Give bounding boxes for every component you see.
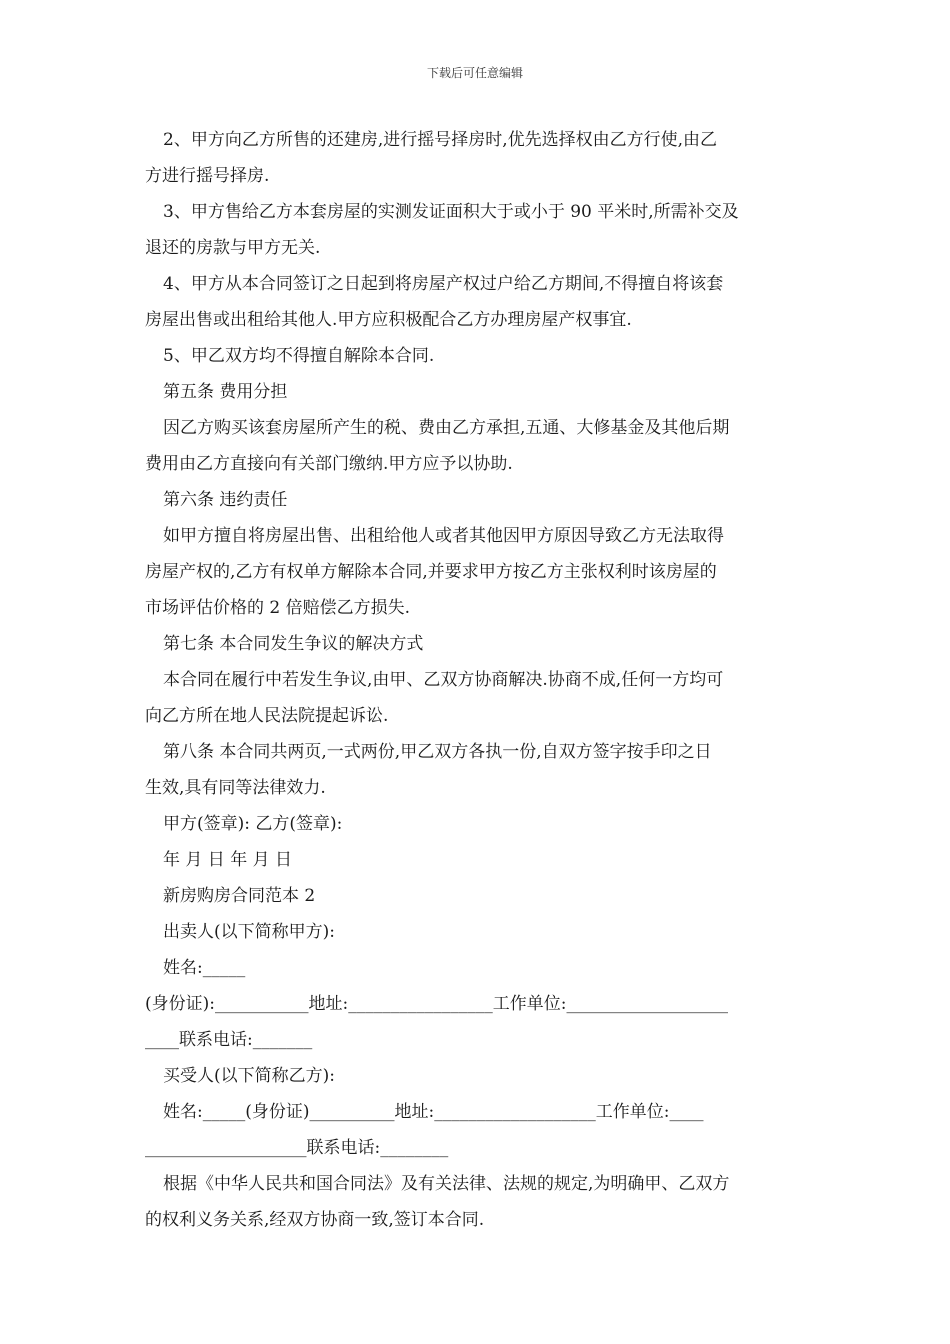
document-line: 房屋产权的,乙方有权单方解除本合同,并要求甲方按乙方主张权利时该房屋的 <box>145 562 717 582</box>
document-line: 5、甲乙双方均不得擅自解除本合同. <box>163 346 435 366</box>
page-header-note: 下载后可任意编辑 <box>426 66 523 80</box>
document-line: ___________________联系电话:________ <box>145 1138 449 1158</box>
document-line: 费用由乙方直接向有关部门缴纳.甲方应予以协助. <box>145 454 513 474</box>
document-line: 姓名:_____ <box>163 958 246 978</box>
document-line: 退还的房款与甲方无关. <box>145 238 321 258</box>
document-line: 第五条 费用分担 <box>163 382 288 402</box>
document-line: (身份证):___________地址:_________________工作单位:___________________ <box>145 994 728 1014</box>
document-line: 出卖人(以下简称甲方): <box>163 922 335 942</box>
document-line: 第六条 违约责任 <box>163 490 288 510</box>
document-line: 买受人(以下简称乙方): <box>163 1066 335 1086</box>
document-line: 向乙方所在地人民法院提起诉讼. <box>145 706 389 726</box>
document-line: 的权利义务关系,经双方协商一致,签订本合同. <box>145 1210 485 1230</box>
document-line: 第八条 本合同共两页,一式两份,甲乙双方各执一份,自双方签字按手印之日 <box>163 742 712 762</box>
document-line: 2、甲方向乙方所售的还建房,进行摇号择房时,优先选择权由乙方行使,由乙 <box>163 130 718 150</box>
document-line: 姓名:_____(身份证)__________地址:___________________工作单位:____ <box>163 1102 704 1122</box>
document-line: 生效,具有同等法律效力. <box>145 778 326 798</box>
document-line: 因乙方购买该套房屋所产生的税、费由乙方承担,五通、大修基金及其他后期 <box>163 418 730 438</box>
document-line: 年 月 日 年 月 日 <box>163 850 293 870</box>
document-line: 新房购房合同范本 2 <box>163 886 316 906</box>
document-line: 方进行摇号择房. <box>145 166 270 186</box>
document-line: 如甲方擅自将房屋出售、出租给他人或者其他因甲方原因导致乙方无法取得 <box>163 526 724 546</box>
document-body <box>145 122 810 1238</box>
document-line: 甲方(签章): 乙方(签章): <box>163 814 343 834</box>
document-line: 房屋出售或出租给其他人.甲方应积极配合乙方办理房屋产权事宜. <box>145 310 632 330</box>
document-line: 4、甲方从本合同签订之日起到将房屋产权过户给乙方期间,不得擅自将该套 <box>163 274 724 294</box>
document-line: 本合同在履行中若发生争议,由甲、乙双方协商解决.协商不成,任何一方均可 <box>163 670 724 690</box>
document-line: 第七条 本合同发生争议的解决方式 <box>163 634 424 654</box>
document-line: 根据《中华人民共和国合同法》及有关法律、法规的规定,为明确甲、乙双方 <box>163 1174 730 1194</box>
document-line: ____联系电话:_______ <box>145 1030 313 1050</box>
document-line: 3、甲方售给乙方本套房屋的实测发证面积大于或小于 90 平米时,所需补交及 <box>163 202 739 222</box>
document-line: 市场评估价格的 2 倍赔偿乙方损失. <box>145 598 411 618</box>
